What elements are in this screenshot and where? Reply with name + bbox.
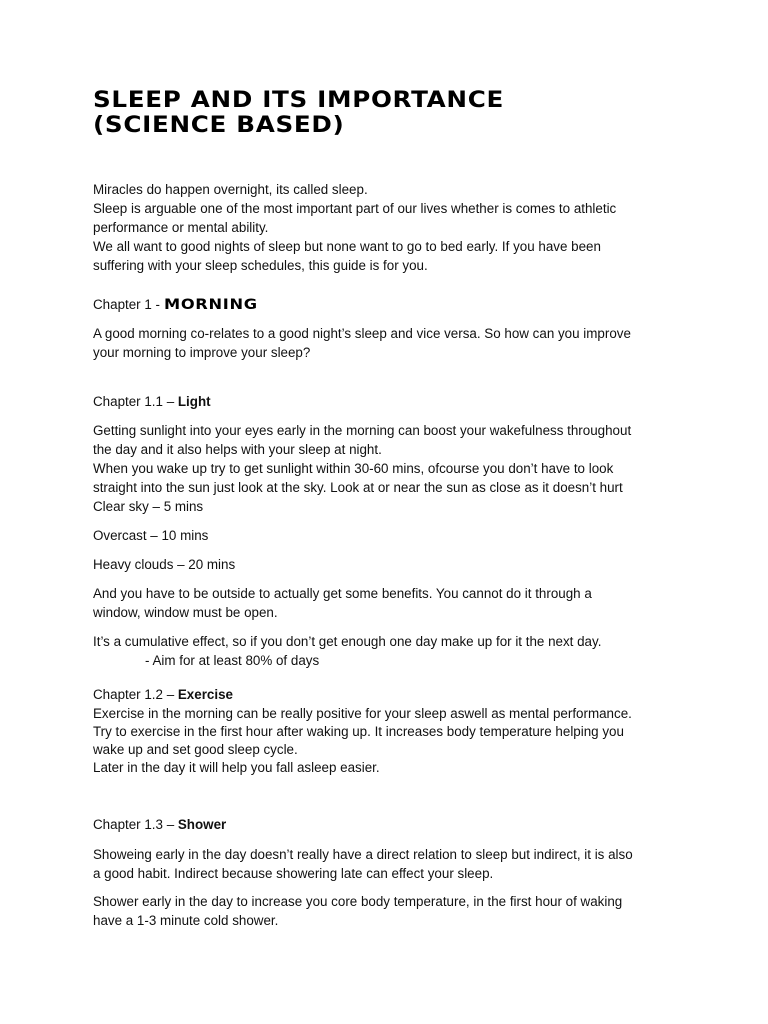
exercise-line-2: Try to exercise in the first hour after waking up. It increases body temperature helping you [93, 724, 624, 739]
chapter-1-3-heading [93, 815, 226, 834]
light-line-4: straight into the sun just look at the sky. Look at or near the sun as close as it doesn’t hurt [93, 480, 623, 495]
light-aim: - Aim for at least 80% of days [145, 653, 320, 668]
light-line-2: the day and it also helps with your sleep at night. [93, 442, 382, 457]
intro-line-5: suffering with your sleep schedules, this guide is for you. [93, 258, 428, 273]
chapter-1-3-title: Shower [177, 817, 227, 832]
chapter-1-prefix: Chapter 1 - [93, 297, 160, 312]
shower-line-1: Showeing early in the day doesn’t really have a direct relation to sleep but indirect, it is also [93, 847, 633, 862]
exercise-line-4: Later in the day it will help you fall asleep easier. [93, 760, 380, 775]
light-line-5: Clear sky – 5 mins [93, 499, 204, 514]
exercise-line-3: wake up and set good sleep cycle. [93, 742, 298, 757]
shower-line-3: Shower early in the day to increase you core body temperature, in the first hour of waking [93, 894, 623, 909]
light-outside-line-1: And you have to be outside to actually get some benefits. You cannot do it through a [93, 586, 592, 601]
chapter-1-1-title: Light [177, 394, 211, 409]
shower-line-2: a good habit. Indirect because showering late can effect your sleep. [93, 866, 494, 881]
light-cumulative: It’s a cumulative effect, so if you don’t get enough one day make up for it the next day. [93, 634, 602, 649]
chapter-1-title: MORNING [164, 297, 258, 313]
light-heavy-clouds: Heavy clouds – 20 mins [93, 557, 236, 572]
light-line-1: Getting sunlight into your eyes early in the morning can boost your wakefulness throughout [93, 423, 632, 438]
chapter-1-1-prefix: Chapter 1.1 – [93, 394, 178, 409]
chapter-1-line-2: your morning to improve your sleep? [93, 345, 311, 360]
intro-line-1: Miracles do happen overnight, its called sleep. [93, 182, 368, 197]
exercise-line-1: Exercise in the morning can be really positive for your sleep aswell as mental performance. [93, 706, 632, 721]
chapter-1-3-prefix: Chapter 1.3 – [93, 817, 178, 832]
chapter-1-2-heading [93, 685, 233, 704]
intro-line-3: performance or mental ability. [93, 220, 269, 235]
light-overcast: Overcast – 10 mins [93, 528, 209, 543]
title-line-2: (SCIENCE BASED) [93, 113, 345, 138]
intro-line-4: We all want to good nights of sleep but none want to go to bed early. If you have been [93, 239, 601, 254]
chapter-1-1-heading [93, 392, 211, 411]
light-outside-line-2: window, window must be open. [93, 605, 278, 620]
intro-line-2: Sleep is arguable one of the most important part of our lives whether is comes to athletic [93, 201, 617, 216]
chapter-1-heading [93, 295, 258, 315]
chapter-1-line-1: A good morning co-relates to a good night’s sleep and vice versa. So how can you improve [93, 326, 631, 341]
shower-line-4: have a 1-3 minute cold shower. [93, 913, 279, 928]
title-line-1: SLEEP AND ITS IMPORTANCE [93, 88, 504, 113]
document-title [93, 88, 765, 138]
light-line-3: When you wake up try to get sunlight within 30-60 mins, ofcourse you don’t have to look [93, 461, 614, 476]
chapter-1-2-title: Exercise [177, 687, 233, 702]
chapter-1-2-prefix: Chapter 1.2 – [93, 687, 178, 702]
